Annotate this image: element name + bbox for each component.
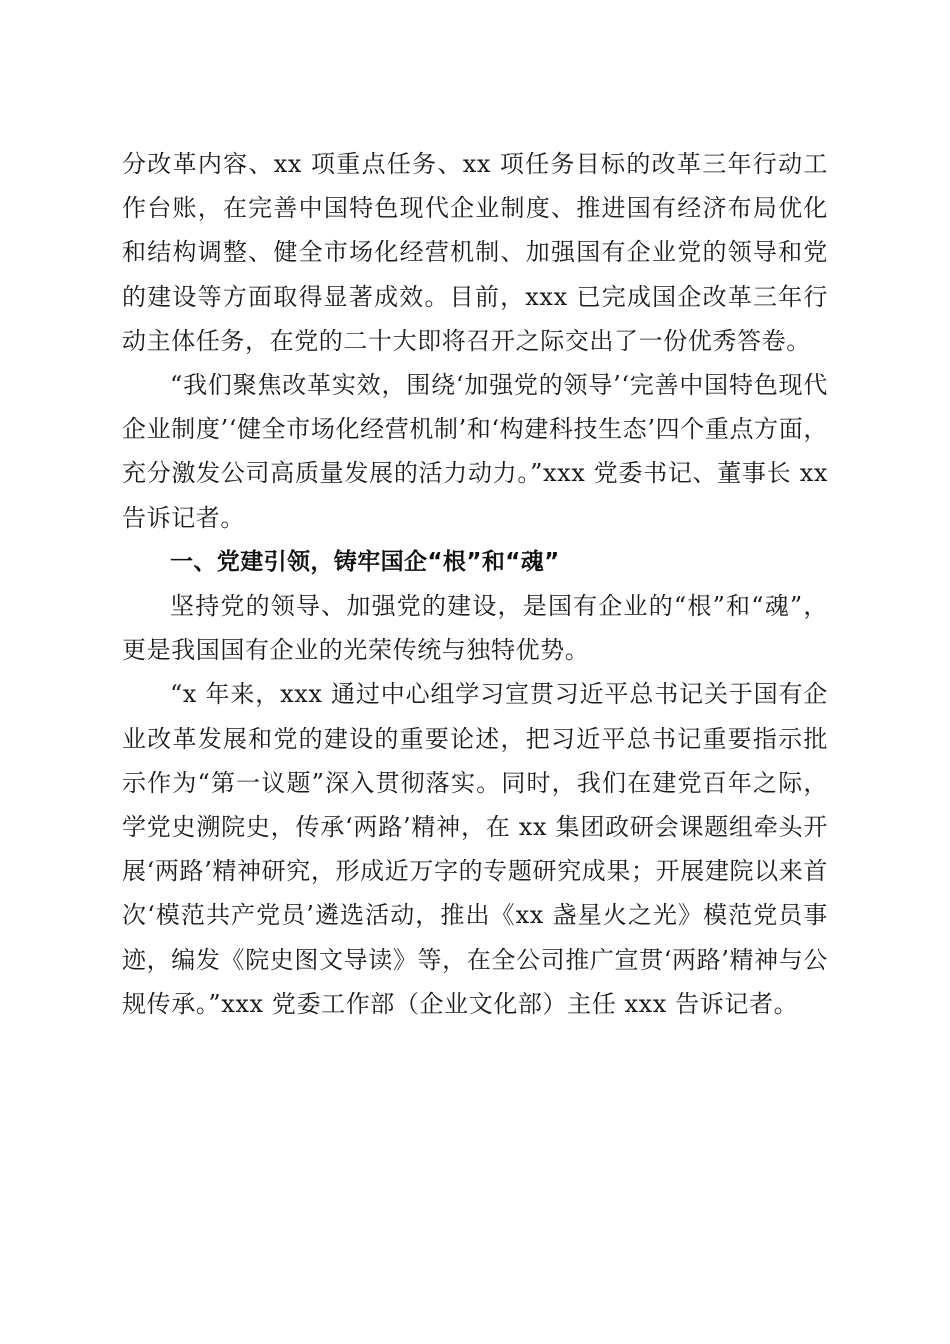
paragraph-party-leadership: 坚持党的领导、加强党的建设，是国有企业的“根”和“魂”，更是我国国有企业的光荣传统与独特优势。: [122, 592, 828, 665]
section-heading: 一、党建引领，铸牢国企“根”和“魂”: [170, 548, 560, 575]
paragraph-reform-ledger: 分改革内容、xx 项重点任务、xx 项任务目标的改革三年行动工作台账，在完善中国特色现代企业制度、推进国有经济布局优化和结构调整、健全市场化经营机制、加强国有企业党的领导和党的建设等方面取得显著成效。目前，xxx 已完成国企改革三年行动主体任务，在党的二十大即将召开之际交出了一份优秀答卷。: [122, 150, 828, 355]
document-body: [122, 142, 828, 1026]
paragraph-chairman-quote: “我们聚焦改革实效，围绕‘加强党的领导’‘完善中国特色现代企业制度’‘健全市场化经营机制’和‘构建科技生态’四个重点方面，充分激发公司高质量发展的活力动力。”xxx 党委书记、董事长 xx 告诉记者。: [122, 371, 828, 532]
paragraph-director-quote: “x 年来，xxx 通过中心组学习宣贯习近平总书记关于国有企业改革发展和党的建设的重要论述，把习近平总书记重要指示批示作为“第一议题”深入贯彻落实。同时，我们在建党百年之际，学党史溯院史，传承‘两路’精神，在 xx 集团政研会课题组牵头开展‘两路’精神研究，形成近万字的专题研究成果；开展建院以来首次‘模范共产党员’遴选活动，推出《xx 盏星火之光》模范党员事迹，编发《院史图文导读》等，在全公司推广宣贯‘两路’精神与公规传承。”xxx 党委工作部（企业文化部）主任 xxx 告诉记者。: [122, 680, 828, 1018]
